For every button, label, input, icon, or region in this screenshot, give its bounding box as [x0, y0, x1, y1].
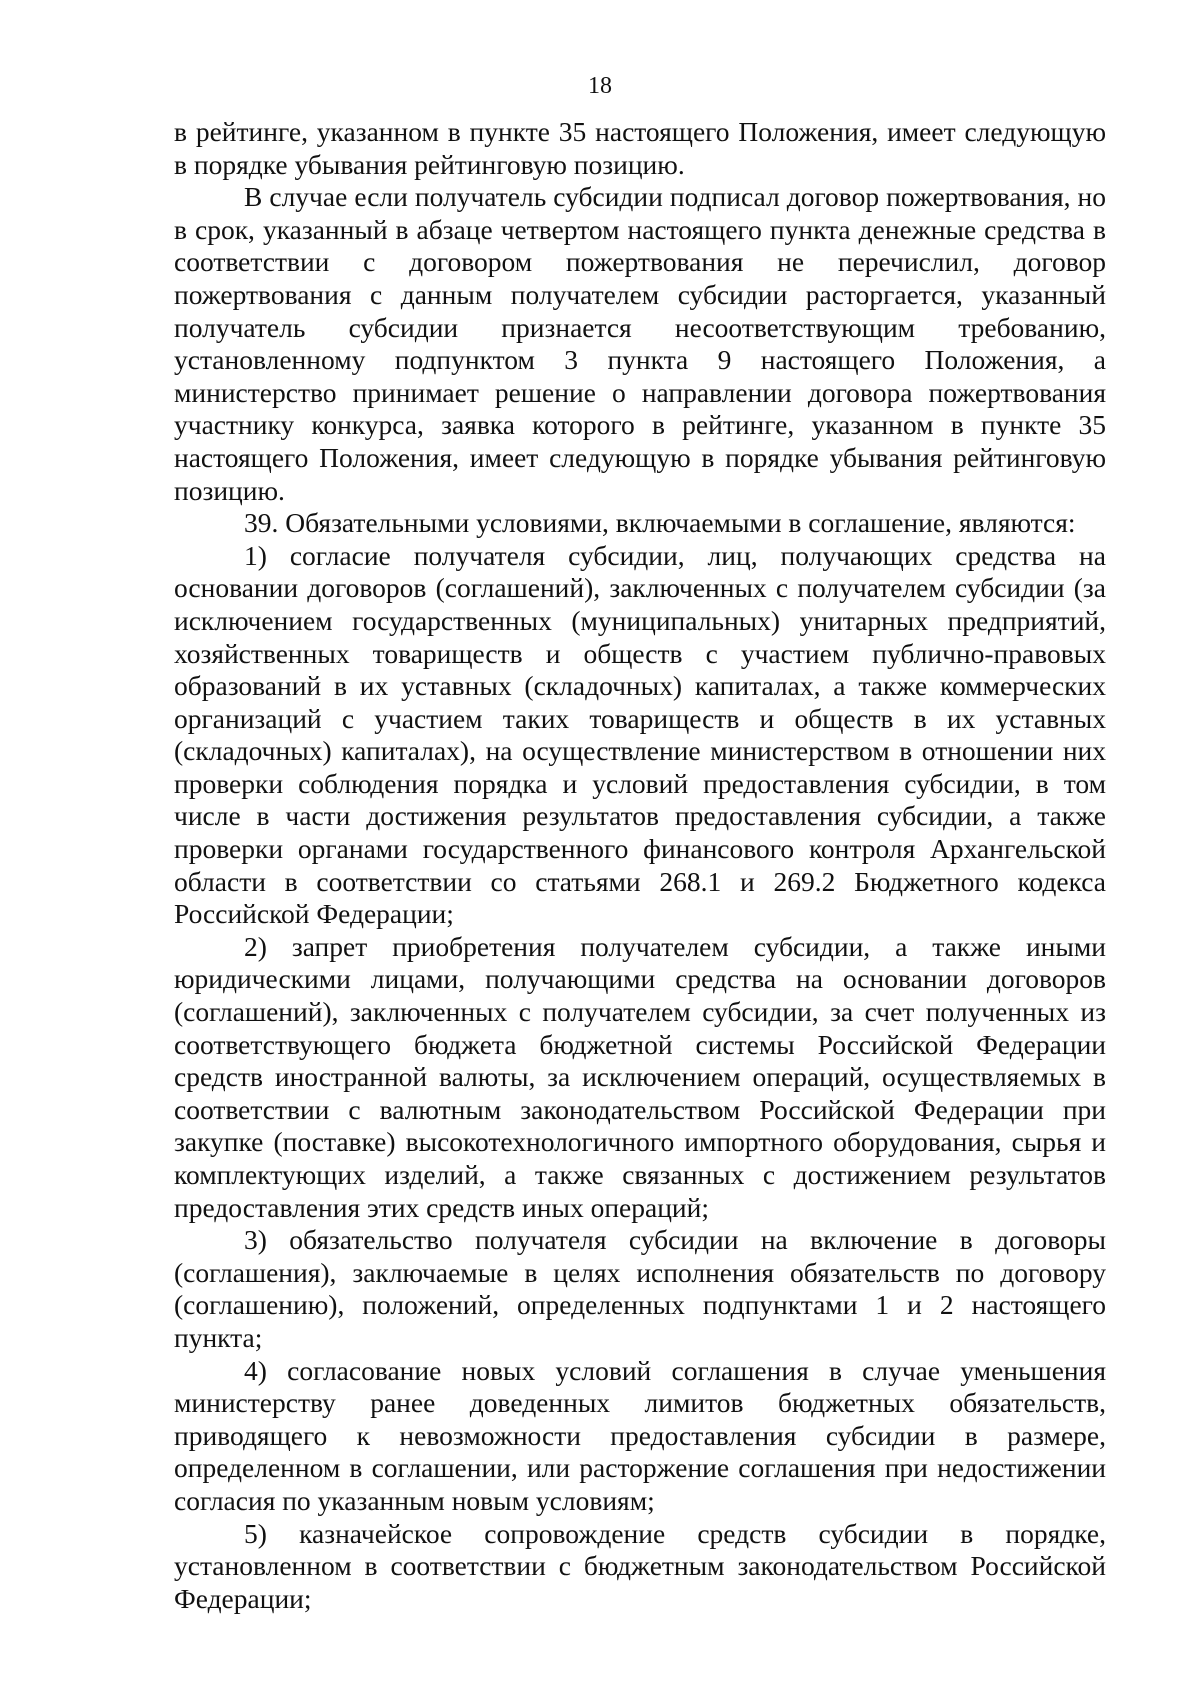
paragraph-continuation: в рейтинге, указанном в пункте 35 настоящего Положения, имеет следующую в порядке убывания рейтинговую позицию. — [174, 116, 1106, 180]
document-body — [174, 116, 1106, 1615]
list-item-2: 2) запрет приобретения получателем субсидии, а также иными юридическими лицами, получающими средства на основании договоров (соглашений), заключенных с получателем субсидии, за счет полученных из соответствующего бюджета бюджетной системы Российской Федерации средств иностранной валюты, за исключением операций, осуществляемых в соответствии с валютным законодательством Российской Федерации при закупке (поставке) высокотехнологичного импортного оборудования, сырья и комплектующих изделий, а также связанных с достижением результатов предоставления этих средств иных операций; — [174, 930, 1106, 1223]
list-item-1: 1) согласие получателя субсидии, лиц, получающих средства на основании договоров (соглашений), заключенных с получателем субсидии (за исключением государственных (муниципальных) унитарных предприятий, хозяйственных товариществ и обществ с участием публично-правовых образований в их уставных (складочных) капиталах, а также коммерческих организаций с участием таких товариществ и обществ в их уставных (складочных) капиталах), на осуществление министерством в отношении них проверки соблюдения порядка и условий предоставления субсидии, в том числе в части достижения результатов предоставления субсидии, а также проверки органами государственного финансового контроля Архангельской области в соответствии со статьями 268.1 и 269.2 Бюджетного кодекса Российской Федерации; — [174, 539, 1106, 930]
list-item-3: 3) обязательство получателя субсидии на включение в договоры (соглашения), заключаемые в целях исполнения обязательств по договору (соглашению), положений, определенных подпунктами 1 и 2 настоящего пункта; — [174, 1224, 1106, 1353]
page-number: 18 — [588, 73, 612, 99]
paragraph-clause-39: 39. Обязательными условиями, включаемыми в соглашение, являются: — [244, 507, 1076, 539]
paragraph-donation-case: В случае если получатель субсидии подписал договор пожертвования, но в срок, указанный в абзаце четвертом настоящего пункта денежные средства в соответствии с договором пожертвования не перечислил, договор пожертвования с данным получателем субсидии расторгается, указанный получатель субсидии признается несоответствующим требованию, установленному подпунктом 3 пункта 9 настоящего Положения, а министерство принимает решение о направлении договора пожертвования участнику конкурса, заявка которого в рейтинге, указанном в пункте 35 настоящего Положения, имеет следующую в порядке убывания рейтинговую позицию. — [174, 181, 1106, 506]
list-item-5: 5) казначейское сопровождение средств субсидии в порядке, установленном в соответствии с бюджетным законодательством Российской Федерации; — [174, 1517, 1106, 1614]
list-item-4: 4) согласование новых условий соглашения в случае уменьшения министерству ранее доведенных лимитов бюджетных обязательств, приводящего к невозможности предоставления субсидии в размере, определенном в соглашении, или расторжение соглашения при недостижении согласия по указанным новым условиям; — [174, 1354, 1106, 1516]
